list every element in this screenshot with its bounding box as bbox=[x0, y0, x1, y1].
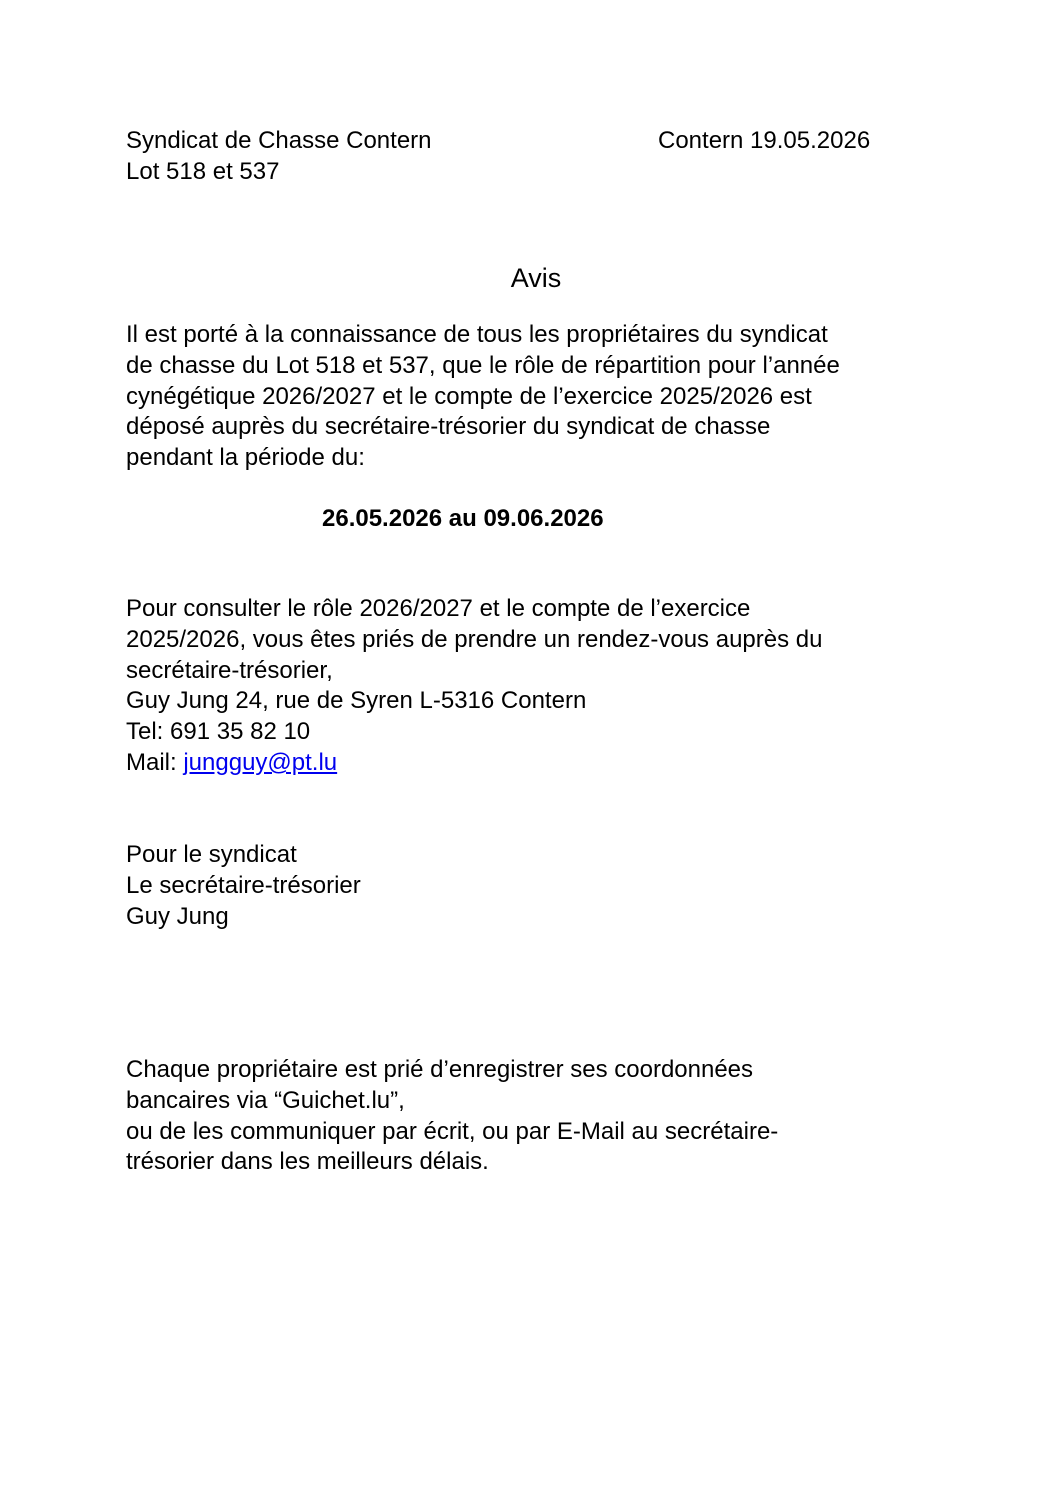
contact-address: Guy Jung 24, rue de Syren L-5316 Contern bbox=[126, 687, 587, 715]
notice-line: déposé auprès du secrétaire-trésorier du syndicat de chasse bbox=[126, 413, 771, 441]
mail-label: Mail: bbox=[126, 748, 184, 776]
consultation-line: Pour consulter le rôle 2026/2027 et le compte de l’exercice bbox=[126, 595, 751, 622]
document-title: Avis bbox=[510, 263, 562, 293]
consultation-line: 2025/2026, vous êtes priés de prendre un rendez-vous auprès du bbox=[126, 625, 823, 653]
contact-mail bbox=[126, 748, 822, 779]
consultation-line: secrétaire-trésorier, bbox=[126, 656, 333, 684]
bank-notice-line: ou de les communiquer par écrit, ou par E-Mail au secrétaire- bbox=[126, 1117, 779, 1145]
lot-numbers: Lot 518 et 537 bbox=[126, 158, 280, 185]
email-link[interactable]: jungguy@pt.lu bbox=[183, 748, 338, 776]
organization-name: Syndicat de Chasse Contern bbox=[126, 127, 432, 154]
notice-line: Il est porté à la connaissance de tous les propriétaires du syndicat bbox=[126, 321, 828, 348]
consultation-paragraph bbox=[126, 594, 822, 779]
place-date: Contern 19.05.2026 bbox=[658, 127, 871, 154]
signature-name: Guy Jung bbox=[126, 902, 229, 930]
notice-line: de chasse du Lot 518 et 537, que le rôle de répartition pour l’année bbox=[126, 351, 840, 379]
bank-details-paragraph bbox=[126, 1055, 778, 1178]
bank-notice-line: Chaque propriétaire est prié d’enregistrer ses coordonnées bbox=[126, 1056, 754, 1083]
signature-line: Le secrétaire-trésorier bbox=[126, 871, 361, 899]
notice-line: pendant la période du: bbox=[126, 444, 365, 472]
notice-paragraph bbox=[126, 320, 840, 474]
signature-block bbox=[126, 840, 361, 932]
notice-line: cynégétique 2026/2027 et le compte de l’exercice 2025/2026 est bbox=[126, 382, 812, 410]
contact-phone: Tel: 691 35 82 10 bbox=[126, 718, 311, 746]
bank-notice-line: trésorier dans les meilleurs délais. bbox=[126, 1148, 489, 1176]
bank-notice-line: bancaires via “Guichet.lu”, bbox=[126, 1086, 405, 1114]
deposit-period: 26.05.2026 au 09.06.2026 bbox=[322, 505, 604, 532]
signature-line: Pour le syndicat bbox=[126, 841, 297, 868]
